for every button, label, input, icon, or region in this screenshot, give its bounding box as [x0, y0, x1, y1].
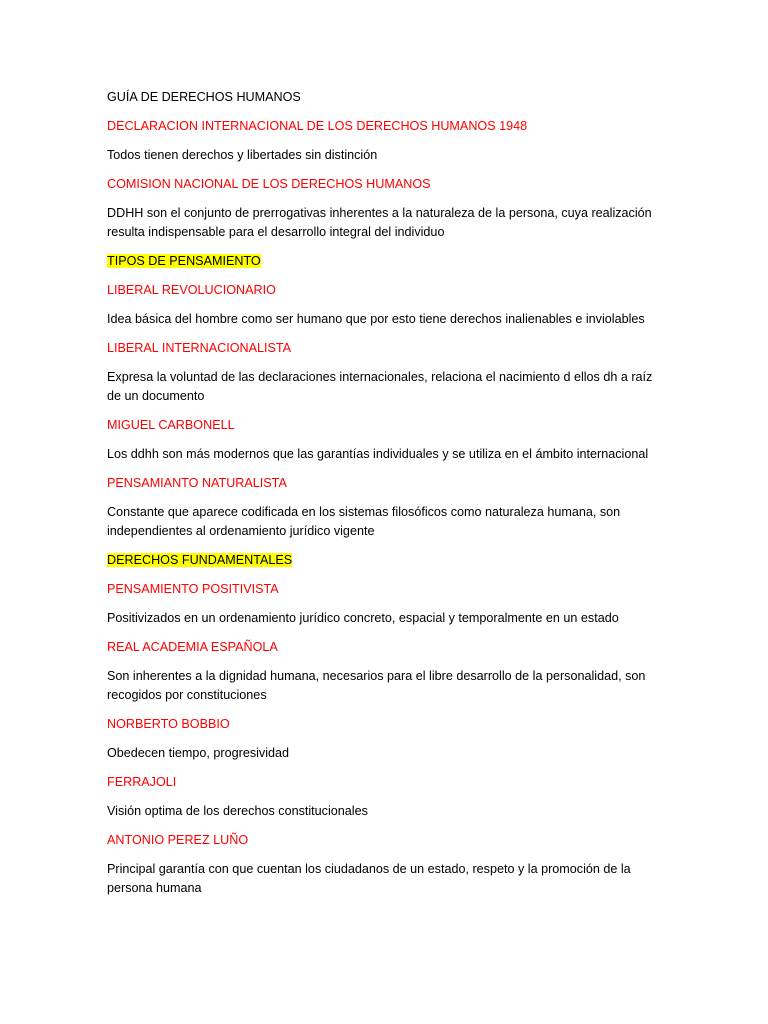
document-title: GUÍA DE DERECHOS HUMANOS — [107, 90, 301, 104]
highlighted-heading-tipos: TIPOS DE PENSAMIENTO — [107, 254, 261, 268]
heading-miguel-carbonell: MIGUEL CARBONELL — [107, 418, 235, 432]
highlighted-heading-derechos: DERECHOS FUNDAMENTALES — [107, 553, 293, 567]
section-tipos-pensamiento — [107, 252, 667, 271]
heading-declaracion: DECLARACION INTERNACIONAL DE LOS DERECHOS HUMANOS 1948 — [107, 119, 528, 133]
heading-real-academia: REAL ACADEMIA ESPAÑOLA — [107, 640, 278, 654]
heading-antonio-perez-luno: ANTONIO PEREZ LUÑO — [107, 833, 249, 847]
paragraph-miguel-carbonell: Los ddhh son más modernos que las garantías individuales y se utiliza en el ámbito internacional — [107, 447, 649, 461]
paragraph-pensamiento-naturalista: Constante que aparece codificada en los sistemas filosóficos como naturaleza humana, son independientes al ordenamiento jurídico vigente — [107, 505, 621, 538]
heading-pensamiento-naturalista: PENSAMIANTO NATURALISTA — [107, 476, 287, 490]
paragraph-liberal-revolucionario: Idea básica del hombre como ser humano que por esto tiene derechos inalienables e inviolables — [107, 312, 645, 326]
paragraph-norberto-bobbio: Obedecen tiempo, progresividad — [107, 746, 290, 760]
paragraph-comision: DDHH son el conjunto de prerrogativas inherentes a la naturaleza de la persona, cuya realización resulta indispensable para el desarrollo integral del individuo — [107, 206, 652, 239]
heading-norberto-bobbio: NORBERTO BOBBIO — [107, 717, 230, 731]
paragraph-declaracion: Todos tienen derechos y libertades sin distinción — [107, 148, 378, 162]
heading-liberal-internacionalista: LIBERAL INTERNACIONALISTA — [107, 341, 292, 355]
section-derechos-fundamentales — [107, 551, 667, 570]
heading-comision: COMISION NACIONAL DE LOS DERECHOS HUMANOS — [107, 177, 431, 191]
heading-pensamiento-positivista: PENSAMIENTO POSITIVISTA — [107, 582, 279, 596]
paragraph-pensamiento-positivista: Positivizados en un ordenamiento jurídico concreto, espacial y temporalmente en un estado — [107, 611, 619, 625]
paragraph-real-academia: Son inherentes a la dignidad humana, necesarios para el libre desarrollo de la personalidad, son recogidos por constituciones — [107, 669, 646, 702]
heading-liberal-revolucionario: LIBERAL REVOLUCIONARIO — [107, 283, 276, 297]
paragraph-antonio-perez-luno: Principal garantía con que cuentan los ciudadanos de un estado, respeto y la promoción de la persona humana — [107, 862, 631, 895]
document-body — [107, 88, 667, 908]
heading-ferrajoli: FERRAJOLI — [107, 775, 177, 789]
paragraph-ferrajoli: Visión optima de los derechos constitucionales — [107, 804, 368, 818]
paragraph-liberal-internacionalista: Expresa la voluntad de las declaraciones internacionales, relaciona el nacimiento d ellos dh a raíz de un documento — [107, 370, 653, 403]
